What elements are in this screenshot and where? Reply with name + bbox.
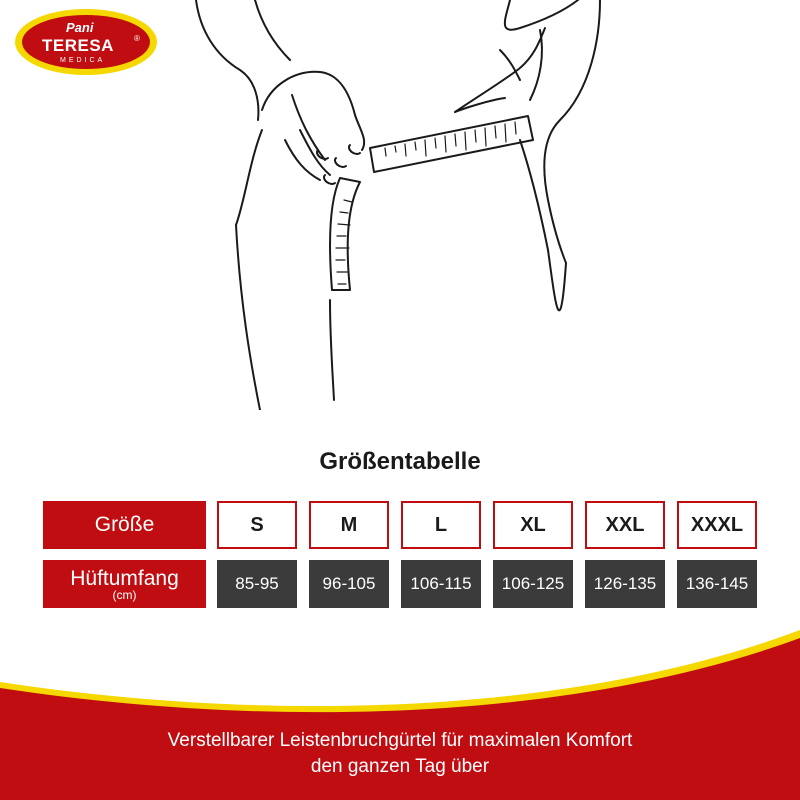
logo-registered-mark: ® <box>134 34 140 43</box>
hip-cell-xl: 106-125 <box>493 560 573 608</box>
hip-unit-text: (cm) <box>112 588 137 602</box>
logo-medica-text: MEDICA <box>60 57 106 64</box>
size-label-text: Größe <box>94 513 155 536</box>
size-cell-l: L <box>401 501 481 549</box>
hip-cell-xxxl: 136-145 <box>677 560 757 608</box>
footer-line-2: den ganzen Tag über <box>310 756 490 777</box>
size-cell-m: M <box>309 501 389 549</box>
size-cell-xxl: XXL <box>585 501 665 549</box>
logo-pani-text: Pani <box>66 20 94 35</box>
size-cell-s: S <box>217 501 297 549</box>
size-cell-xl: XL <box>493 501 573 549</box>
size-cell-xxxl: XXXL <box>677 501 757 549</box>
hip-cell-xxl: 126-135 <box>585 560 665 608</box>
logo-teresa-text: TERESA <box>42 36 114 55</box>
brand-logo <box>14 8 158 76</box>
size-row-label <box>43 501 206 549</box>
footer-line-1: Verstellbarer Leistenbruchgürtel für maximalen Komfort <box>167 730 633 751</box>
hip-cell-s: 85-95 <box>217 560 297 608</box>
footer-tagline <box>0 728 800 780</box>
hip-label-text: Hüftumfang <box>70 567 179 590</box>
hip-cell-m: 96-105 <box>309 560 389 608</box>
hip-cell-l: 106-115 <box>401 560 481 608</box>
size-chart-title: Größentabelle <box>319 448 481 475</box>
hip-row-label <box>43 560 206 608</box>
